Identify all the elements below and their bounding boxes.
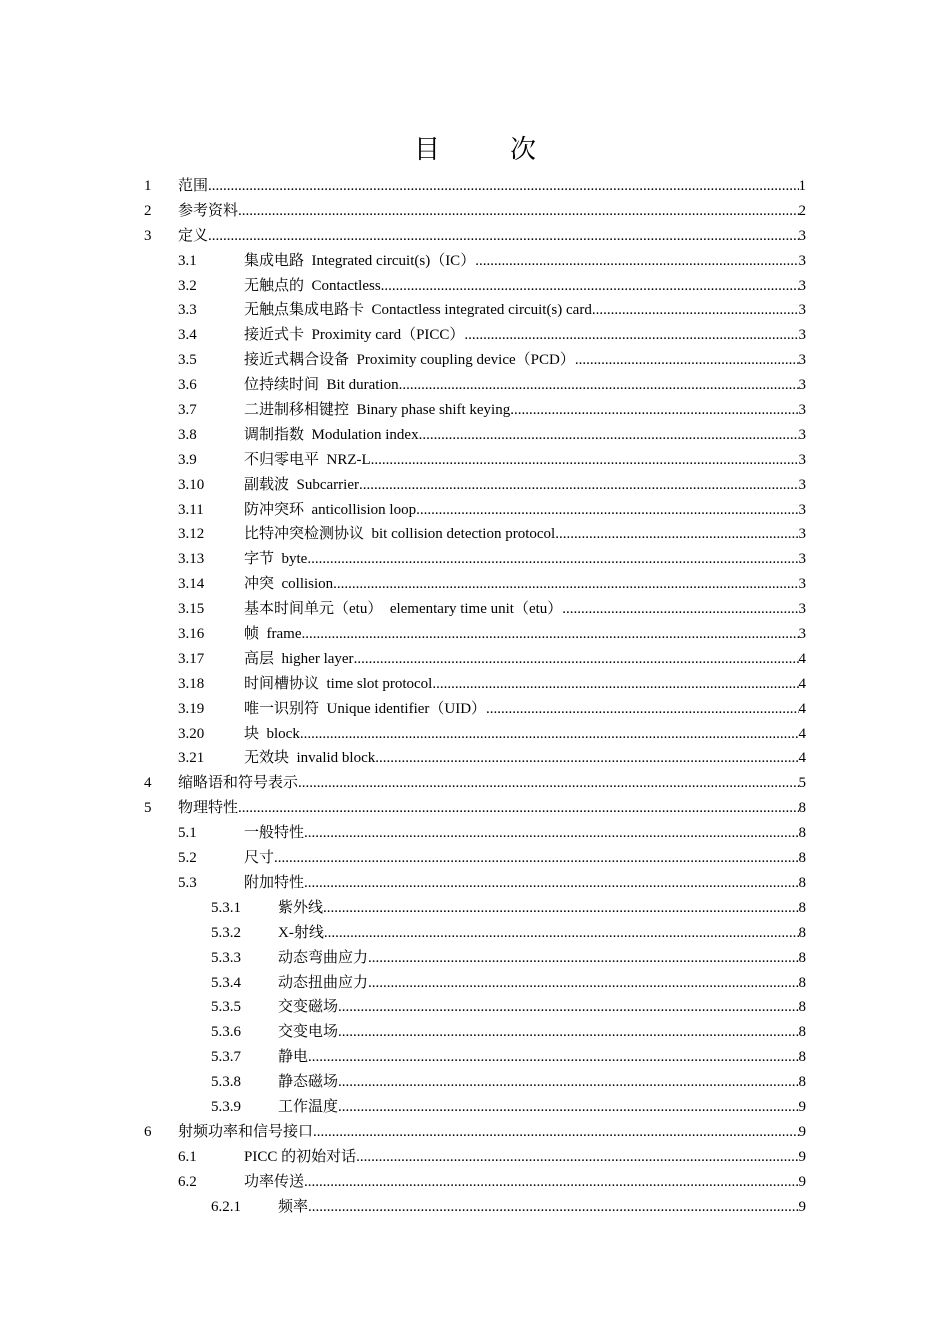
toc-entry-title: 无触点的 Contactless [244,277,381,294]
toc-entry-page-number: 8 [798,999,806,1016]
toc-entry-number: 5.3.5 [211,999,241,1016]
toc-entry-page-number: 3 [798,277,806,294]
toc-entry-title: 交变电场 [278,1024,339,1041]
toc-entry-title: 静态磁场 [278,1074,339,1091]
toc-dot-leader [510,398,798,423]
toc-entry-page-number: 3 [798,402,806,419]
toc-entry[interactable] [0,298,950,323]
toc-entry-number: 3.8 [178,426,197,443]
toc-dot-leader [208,224,798,249]
toc-entry-number: 3.19 [178,700,205,717]
toc-entry-page-number: 3 [798,501,806,518]
toc-entry-title: 一般特性 [244,825,305,842]
toc-dot-leader [324,921,799,946]
toc-entry[interactable] [0,1095,950,1120]
toc-entry[interactable] [0,1120,950,1145]
toc-entry-page-number: 8 [798,825,806,842]
toc-entry[interactable] [0,1070,950,1095]
toc-entry-page-number: 1 [798,178,806,194]
toc-entry[interactable] [0,622,950,647]
toc-entry-line [244,423,806,448]
toc-entry-number: 3.18 [178,675,205,692]
toc-entry-page-number: 8 [798,1049,806,1066]
toc-entry-line [244,547,806,572]
toc-entry-page-number: 8 [798,974,806,991]
toc-entry-page-number: 8 [798,949,806,966]
toc-entry[interactable] [0,1195,950,1220]
toc-entry-title: 基本时间单元（etu） elementary time unit（etu） [244,601,563,618]
toc-entry[interactable] [0,846,950,871]
toc-entry-page-number: 3 [798,352,806,369]
toc-entry-title: 物理特性 [178,800,239,817]
toc-entry-line [244,597,806,622]
toc-entry[interactable] [0,199,950,224]
toc-entry-page-number: 4 [798,750,806,767]
toc-entry-page-number: 9 [798,1198,806,1215]
toc-entry-line [244,722,806,747]
toc-entry-title: 动态弯曲应力 [278,949,369,966]
toc-entry[interactable] [0,323,950,348]
toc-entry-page-number: 3 [798,626,806,643]
toc-entry[interactable] [0,896,950,921]
toc-entry-line [278,1045,806,1070]
toc-entry-line [244,647,806,672]
toc-entry-line [244,1170,806,1195]
toc-entry-page-number: 5 [798,775,806,792]
toc-entry-number: 4 [144,775,152,792]
toc-entry-line [278,946,806,971]
toc-entry-title: 调制指数 Modulation index [244,426,419,443]
toc-entry[interactable] [0,274,950,299]
toc-entry[interactable] [0,647,950,672]
toc-entry-line [244,274,806,299]
toc-entry[interactable] [0,1145,950,1170]
toc-entry-page-number: 8 [798,1074,806,1091]
toc-entry-line [244,672,806,697]
toc-dot-leader [323,896,798,921]
toc-entry-number: 5.1 [178,825,197,842]
toc-dot-leader [338,1095,798,1120]
toc-dot-leader [304,871,798,896]
toc-dot-leader [338,995,798,1020]
toc-entry-title: 功率传送 [244,1173,305,1190]
toc-entry-number: 3.17 [178,650,205,667]
toc-entry[interactable] [0,1020,950,1045]
toc-entry-title: 无触点集成电路卡 Contactless integrated circuit(s) card [244,302,592,319]
toc-entry-page-number: 4 [798,650,806,667]
toc-entry-line [278,896,806,921]
toc-entry-page-number: 9 [798,1148,806,1165]
toc-entry-title: 紫外线 [278,899,324,916]
toc-entry[interactable] [0,995,950,1020]
toc-entry-title: 参考资料 [178,202,239,219]
toc-entry-number: 5.3.1 [211,899,241,916]
toc-entry-title: 接近式卡 Proximity card（PICC） [244,327,465,344]
toc-entry-page-number: 8 [798,899,806,916]
toc-entry-line [244,398,806,423]
toc-entry-page-number: 2 [798,202,806,219]
toc-dot-leader [307,547,798,572]
toc-entry-line [244,622,806,647]
toc-entry-line [244,1145,806,1170]
toc-dot-leader [308,1045,798,1070]
toc-entry[interactable] [0,597,950,622]
toc-entry-line [278,1020,806,1045]
toc-dot-leader [359,473,799,498]
toc-entry[interactable] [0,946,950,971]
toc-entry-title: 唯一识别符 Unique identifier（UID） [244,700,487,717]
toc-entry-number: 3.11 [178,501,204,518]
toc-entry-number: 3.2 [178,277,197,294]
toc-entry-line [244,821,806,846]
toc-entry-title: PICC 的初始对话 [244,1148,357,1165]
toc-entry-number: 3 [144,227,152,244]
toc-dot-leader [356,1145,798,1170]
toc-dot-leader [555,522,798,547]
toc-dot-leader [368,946,798,971]
toc-entry-title: 副载波 Subcarrier [244,476,359,493]
toc-dot-leader [304,1170,798,1195]
toc-entry-line [244,298,806,323]
toc-dot-leader [486,697,798,722]
toc-entry-line [244,448,806,473]
table-of-contents [0,174,950,1219]
toc-entry-number: 5.3.6 [211,1024,241,1041]
toc-entry-title: 二进制移相键控 Binary phase shift keying [244,402,511,419]
toc-dot-leader [354,647,799,672]
toc-entry-line [178,224,806,249]
toc-entry-page-number: 3 [798,526,806,543]
toc-entry-title: 无效块 invalid block [244,750,376,767]
toc-entry-title: 动态扭曲应力 [278,974,369,991]
toc-entry-title: 不归零电平 NRZ-L [244,451,371,468]
toc-entry-number: 5.3.8 [211,1074,241,1091]
toc-entry-line [244,871,806,896]
toc-dot-leader [304,821,798,846]
toc-entry[interactable] [0,473,950,498]
toc-dot-leader [238,199,798,224]
toc-entry-title: 静电 [278,1049,309,1066]
toc-dot-leader [475,249,798,274]
toc-entry-page-number: 8 [798,850,806,867]
toc-entry-line [278,971,806,996]
toc-entry-line [278,1195,806,1220]
toc-entry-number: 3.10 [178,476,205,493]
toc-dot-leader [419,423,799,448]
toc-entry-number: 5 [144,800,152,817]
toc-entry-page-number: 8 [798,874,806,891]
toc-entry-page-number: 9 [798,1123,806,1140]
toc-entry[interactable] [0,448,950,473]
toc-dot-leader [313,1120,798,1145]
toc-entry[interactable] [0,971,950,996]
toc-entry-line [244,373,806,398]
toc-entry-number: 6.1 [178,1148,197,1165]
toc-entry-title: X-射线 [278,924,324,941]
toc-entry[interactable] [0,498,950,523]
toc-entry[interactable] [0,398,950,423]
toc-entry-number: 5.3.7 [211,1049,241,1066]
toc-dot-leader [308,1195,798,1220]
toc-entry-number: 5.2 [178,850,197,867]
toc-entry-line [178,1120,806,1145]
toc-entry-line [244,498,806,523]
toc-dot-leader [333,572,798,597]
toc-entry[interactable] [0,921,950,946]
toc-entry-title: 工作温度 [278,1098,339,1115]
toc-entry[interactable] [0,697,950,722]
toc-entry-number: 5.3.3 [211,949,241,966]
toc-entry-number: 6 [144,1123,152,1140]
toc-entry-line [178,796,806,821]
toc-entry-title: 高层 higher layer [244,650,354,667]
toc-entry[interactable] [0,672,950,697]
toc-entry-title: 集成电路 Integrated circuit(s)（IC） [244,252,476,269]
toc-entry-line [244,572,806,597]
toc-dot-leader [300,722,799,747]
toc-entry-number: 3.4 [178,327,197,344]
toc-entry-page-number: 4 [798,700,806,717]
toc-entry-page-number: 9 [798,1173,806,1190]
toc-entry[interactable] [0,249,950,274]
toc-entry-title: 防冲突环 anticollision loop [244,501,417,518]
toc-entry[interactable] [0,821,950,846]
toc-entry-title: 缩略语和符号表示 [178,775,299,792]
toc-entry-number: 5.3 [178,874,197,891]
toc-entry-number: 3.15 [178,601,205,618]
toc-entry-line [278,921,806,946]
toc-dot-leader [416,498,798,523]
toc-entry-page-number: 3 [798,551,806,568]
toc-entry-page-number: 4 [798,675,806,692]
toc-entry-line [178,174,806,199]
toc-entry[interactable] [0,771,950,796]
toc-dot-leader [592,298,799,323]
toc-dot-leader [301,622,798,647]
toc-entry-page-number: 3 [798,601,806,618]
toc-entry-title: 字节 byte [244,551,308,568]
toc-entry[interactable] [0,572,950,597]
toc-entry-title: 冲突 collision [244,576,334,593]
toc-entry-line [244,746,806,771]
toc-entry-page-number: 8 [798,800,806,817]
toc-dot-leader [575,348,799,373]
toc-dot-leader [464,323,798,348]
toc-entry-number: 6.2 [178,1173,197,1190]
toc-entry-page-number: 8 [798,924,806,941]
toc-entry-line [244,473,806,498]
toc-entry-line [278,1070,806,1095]
toc-entry-title: 位持续时间 Bit duration [244,377,399,394]
toc-entry[interactable] [0,1170,950,1195]
toc-dot-leader [375,746,798,771]
toc-entry-number: 3.12 [178,526,205,543]
toc-entry-page-number: 3 [798,576,806,593]
toc-entry-title: 交变磁场 [278,999,339,1016]
toc-entry-number: 3.9 [178,451,197,468]
toc-dot-leader [368,971,798,996]
toc-entry-number: 3.5 [178,352,197,369]
toc-entry-number: 3.20 [178,725,205,742]
toc-dot-leader [432,672,798,697]
toc-entry-line [244,249,806,274]
toc-entry[interactable] [0,522,950,547]
toc-entry-number: 3.21 [178,750,205,767]
toc-entry-page-number: 3 [798,227,806,244]
toc-entry-title: 定义 [178,227,209,244]
toc-entry-page-number: 3 [798,327,806,344]
toc-entry[interactable] [0,871,950,896]
toc-entry-number: 3.1 [178,252,197,269]
toc-entry-page-number: 9 [798,1098,806,1115]
toc-entry-title: 附加特性 [244,874,305,891]
toc-entry[interactable] [0,547,950,572]
toc-entry-title: 块 block [244,725,300,742]
toc-dot-leader [399,373,799,398]
toc-dot-leader [562,597,798,622]
toc-entry-line [278,995,806,1020]
toc-entry-number: 3.16 [178,626,205,643]
toc-entry[interactable] [0,1045,950,1070]
toc-entry[interactable] [0,746,950,771]
toc-entry-page-number: 3 [798,476,806,493]
toc-entry[interactable] [0,796,950,821]
toc-entry-title: 范围 [178,178,209,194]
toc-entry-title: 帧 frame [244,626,302,643]
toc-entry[interactable] [0,224,950,249]
toc-entry-line [244,697,806,722]
toc-dot-leader [274,846,798,871]
toc-entry-number: 2 [144,202,152,219]
toc-entry-page-number: 4 [798,725,806,742]
toc-entry-number: 6.2.1 [211,1198,241,1215]
toc-entry-line [178,771,806,796]
toc-dot-leader [338,1020,798,1045]
toc-entry-title: 尺寸 [244,850,275,867]
toc-entry[interactable] [0,373,950,398]
toc-dot-leader [208,174,798,199]
toc-entry-number: 3.14 [178,576,205,593]
toc-dot-leader [298,771,798,796]
toc-entry-number: 1 [144,178,152,194]
toc-entry[interactable] [0,423,950,448]
toc-dot-leader [381,274,799,299]
toc-entry-page-number: 3 [798,252,806,269]
toc-entry-number: 5.3.9 [211,1098,241,1115]
toc-entry-number: 3.3 [178,302,197,319]
toc-entry[interactable] [0,722,950,747]
toc-entry-page-number: 3 [798,451,806,468]
toc-entry-number: 3.6 [178,377,197,394]
toc-entry-line [244,348,806,373]
toc-entry-number: 3.7 [178,402,197,419]
toc-entry-line [244,846,806,871]
toc-entry[interactable] [0,174,950,199]
toc-entry-page-number: 3 [798,377,806,394]
toc-entry[interactable] [0,348,950,373]
toc-entry-title: 射频功率和信号接口 [178,1123,314,1140]
toc-dot-leader [238,796,798,821]
toc-entry-title: 频率 [278,1198,309,1215]
toc-entry-title: 接近式耦合设备 Proximity coupling device（PCD） [244,352,575,369]
toc-entry-number: 5.3.2 [211,924,241,941]
toc-entry-page-number: 8 [798,1024,806,1041]
toc-entry-line [244,522,806,547]
toc-entry-number: 5.3.4 [211,974,241,991]
toc-entry-number: 3.13 [178,551,205,568]
toc-dot-leader [338,1070,798,1095]
toc-title: 目 次 [413,135,558,165]
toc-entry-line [278,1095,806,1120]
toc-entry-line [244,323,806,348]
toc-entry-title: 比特冲突检测协议 bit collision detection protocol [244,526,556,543]
toc-entry-page-number: 3 [798,426,806,443]
toc-entry-page-number: 3 [798,302,806,319]
toc-entry-title: 时间槽协议 time slot protocol [244,675,433,692]
toc-entry-line [178,199,806,224]
toc-dot-leader [371,448,799,473]
